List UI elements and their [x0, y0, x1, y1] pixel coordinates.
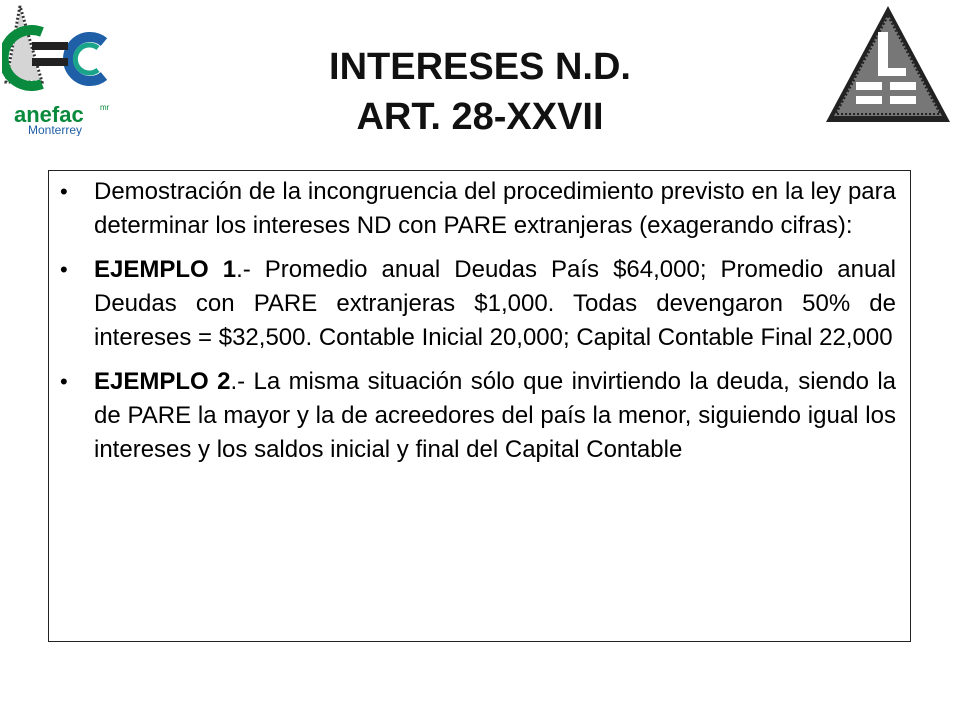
anefac-logo	[2, 2, 118, 136]
content-box	[48, 170, 911, 642]
bullet-icon: •	[60, 369, 68, 394]
bullet-icon: •	[60, 179, 68, 204]
title-line-1: INTERESES N.D.	[329, 46, 631, 88]
bullet-item-intro	[60, 175, 896, 243]
title-line-2: ART. 28-XXVII	[356, 96, 604, 138]
anefac-subtext: Monterrey	[28, 123, 83, 136]
bullet-icon: •	[60, 257, 68, 282]
page-title	[180, 42, 780, 142]
bullet-text: Demostración de la incongruencia del procedimiento previsto en la ley para determinar los intereses ND con PARE extranjeras (exagerando cifras):	[94, 178, 896, 239]
bullet-lead: EJEMPLO 1	[94, 256, 237, 283]
pyramid-logo-mark	[820, 2, 956, 126]
anefac-tm: mr	[100, 103, 110, 112]
bullet-item-ejemplo-2	[60, 365, 896, 467]
bullet-lead: EJEMPLO 2	[94, 368, 231, 395]
bullet-text: .- Promedio anual Deudas País $64,000; Promedio anual Deudas con PARE extranjeras $1,000. Todas devengaron 50% de intereses = $32,500. Contable Inicial 20,000; Capital Contable Final 22,000	[94, 256, 896, 351]
bullet-list	[49, 171, 910, 477]
bullet-item-ejemplo-1	[60, 253, 896, 355]
anefac-logo-mark	[2, 2, 118, 136]
anefac-wordmark: anefac	[14, 102, 84, 127]
pyramid-logo	[820, 2, 956, 126]
bullet-text: .- La misma situación sólo que invirtiendo la deuda, siendo la de PARE la mayor y la de acreedores del país la menor, siguiendo igual los intereses y los saldos inicial y final del Capital Contable	[94, 368, 896, 463]
